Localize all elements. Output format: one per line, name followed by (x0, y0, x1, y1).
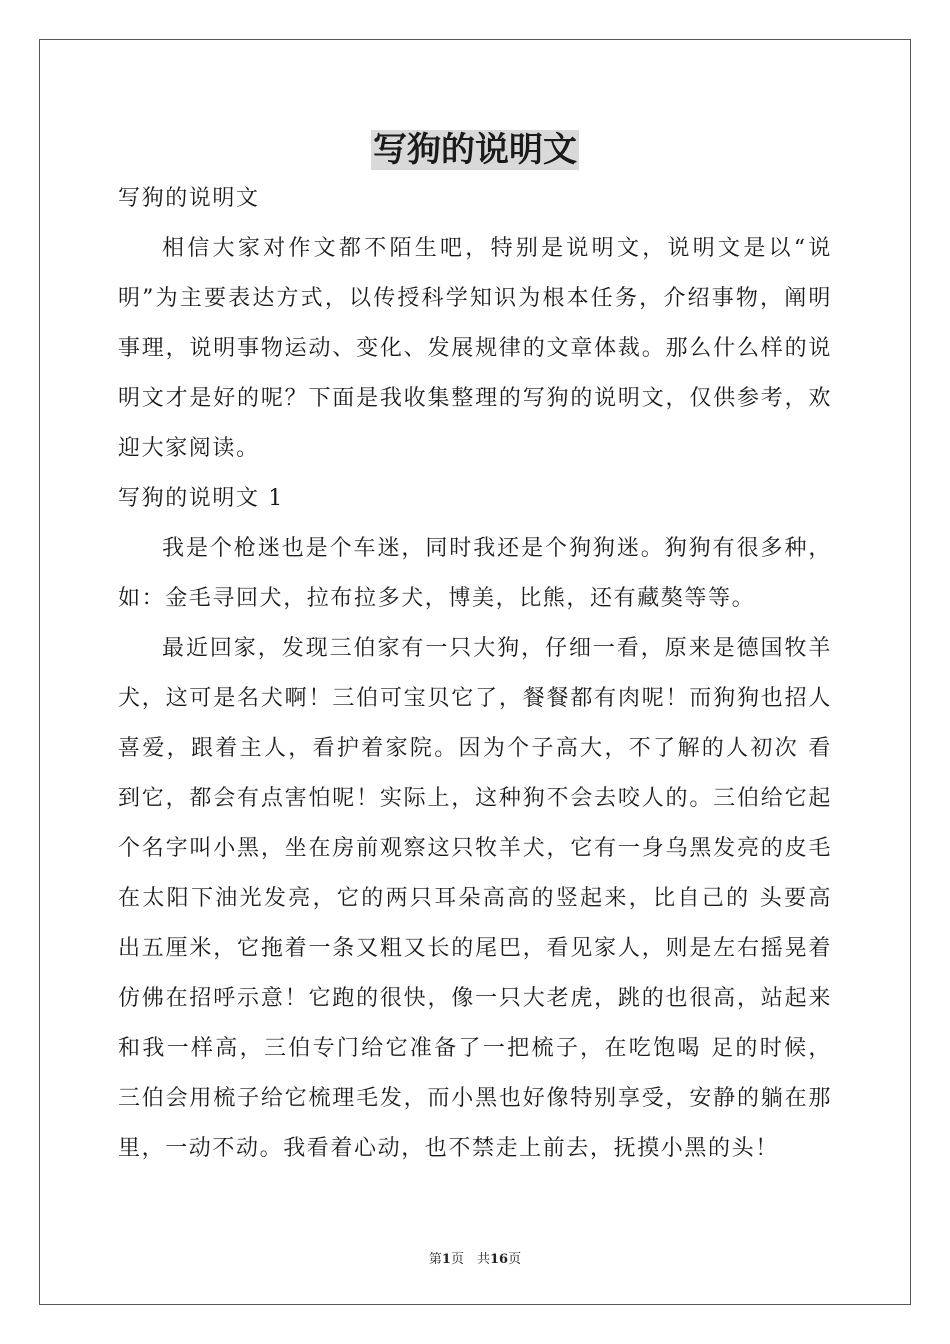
document-body (118, 174, 832, 1174)
body-paragraph: 最近回家，发现三伯家有一只大狗，仔细一看，原来是德国牧羊犬，这可是名犬啊！三伯可宝贝它了，餐餐都有肉呢！而狗狗也招人喜爱，跟着主人，看护着家院。因为个子高大，不了解的人初次 看到它，都会有点害怕呢！实际上，这种狗不会去咬人的。三伯给它起个名字叫小黑，坐在房前观察这只牧羊犬，它有一身乌黑发亮的皮毛在太阳下油光发亮，它的两只耳朵高高的竖起来，比自己的 头要高出五厘米，它拖着一条又粗又长的尾巴，看见家人，则是左右摇晃着仿佛在招呼示意！它跑的很快，像一只大老虎，跳的也很高，站起来和我一样高，三伯专门给它准备了一把梳子，在吃饱喝 足的时候，三伯会用梳子给它梳理毛发，而小黑也好像特别享受，安静的躺在那里，一动不动。我看着心动，也不禁走上前去，抚摸小黑的头！ (118, 636, 832, 1161)
footer-page-mid: 页 共 (450, 1252, 490, 1267)
section-heading: 写狗的说明文 1 (118, 486, 284, 511)
intro-paragraph: 相信大家对作文都不陌生吧，特别是说明文，说明文是以“说明”为主要表达方式，以传授科学知识为根本任务，介绍事物，阐明事理，说明事物运动、变化、发展规律的文章体裁。那么什么样的说明文才是好的呢？下面是我收集整理的写狗的说明文，仅供参考，欢迎大家阅读。 (118, 236, 832, 461)
footer-page-current: 1 (441, 1252, 451, 1267)
footer-page-total: 16 (489, 1252, 509, 1267)
document-title (0, 126, 950, 174)
body-paragraph: 我是个枪迷也是个车迷，同时我还是个狗狗迷。狗狗有很多种，如：金毛寻回犬，拉布拉多犬，博美，比熊，还有藏獒等等。 (118, 536, 832, 611)
document-title-text: 写狗的说明文 (373, 130, 577, 170)
footer-page-prefix: 第 (428, 1252, 442, 1267)
page-footer (0, 1248, 950, 1267)
footer-page-suffix: 页 (508, 1252, 522, 1267)
document-subtitle: 写狗的说明文 (118, 186, 260, 211)
